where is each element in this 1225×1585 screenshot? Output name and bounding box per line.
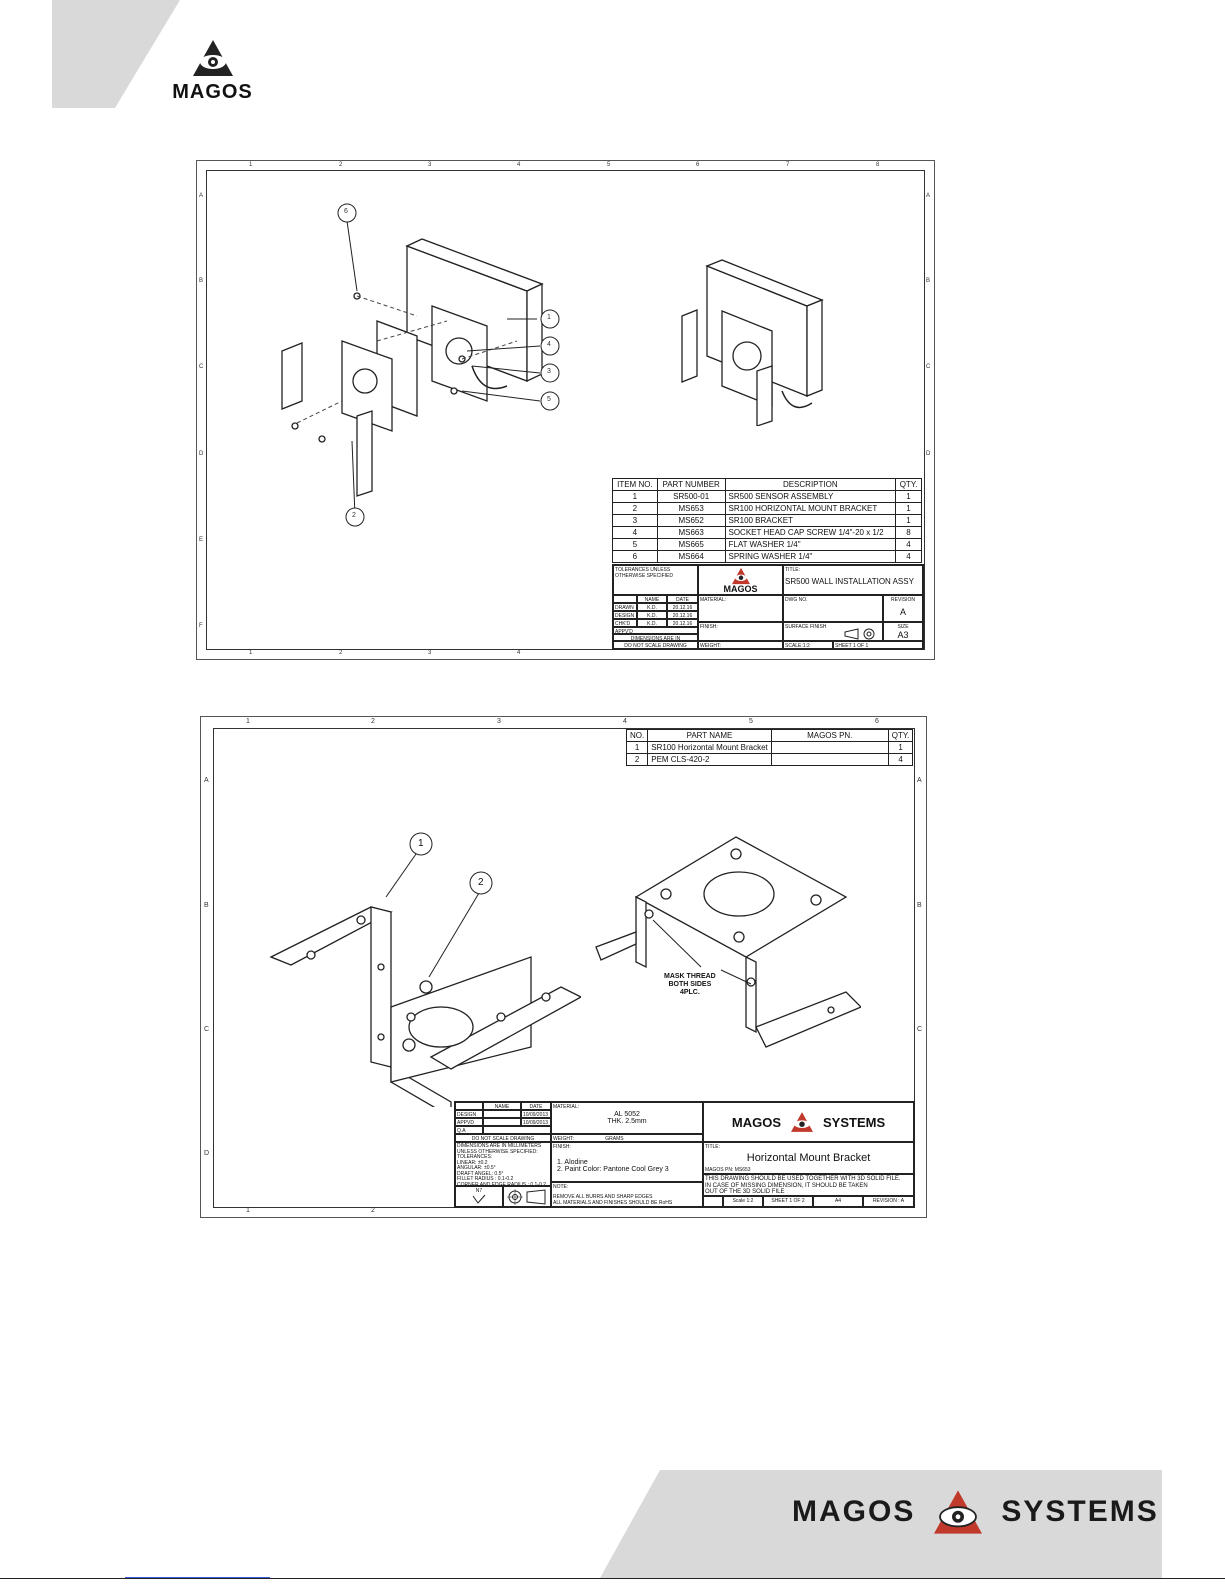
tb-drawn-date: 20.12.16	[667, 603, 698, 611]
tb-instructions-cell	[703, 1174, 914, 1196]
zone-label: F	[199, 623, 203, 629]
tb-weight: WEIGHT:	[698, 641, 783, 649]
tb-design-label: DESIGN	[455, 1110, 483, 1118]
table-row	[613, 539, 922, 551]
bom-item-no: 6	[613, 551, 658, 563]
tb-revision: REVISION : A	[863, 1196, 914, 1207]
tb-note-line: DIMENSIONS ARE IN MILLIMETERS	[457, 1143, 542, 1149]
zone-label: B	[204, 902, 209, 909]
tb-chkd-date: 20.12.16	[667, 619, 698, 627]
bom-qty: 4	[888, 754, 913, 766]
tb-material: AL 5052	[614, 1111, 640, 1118]
tb-design-by: K.D.	[637, 611, 667, 619]
bom-header: MAGOS PN.	[771, 730, 888, 742]
zone-label: E	[199, 537, 204, 543]
bom-header-row	[613, 479, 922, 491]
tb-revision: A	[899, 607, 906, 617]
bom-item-no: 5	[613, 539, 658, 551]
bom-qty: 1	[896, 491, 922, 503]
zone-label: 4	[623, 718, 627, 725]
tb-finish: FINISH:	[698, 622, 783, 641]
tb-appvd-date: 10/09/2013	[521, 1118, 551, 1126]
bom-description: SR100 BRACKET	[725, 515, 896, 527]
tb-no-scale: DO NOT SCALE DRAWING	[613, 641, 698, 649]
bom-qty: 1	[896, 515, 922, 527]
tb-dwg-no: DWG NO.	[783, 595, 883, 622]
bom-header: ITEM NO.	[613, 479, 658, 491]
tb-sheet: SHEET 1 OF 2	[763, 1196, 813, 1207]
tb-logo-cell	[698, 565, 783, 595]
tb-blank	[455, 1102, 483, 1110]
balloon-label: 2	[352, 512, 356, 519]
zone-label: 1	[249, 650, 253, 656]
tb-instruction-line: OUT OF THE 3D SOLID FILE	[705, 1189, 785, 1195]
zone-label: C	[199, 364, 204, 370]
tb-instruction-line: IN CASE OF MISSING DIMENSION, IT SHOULD BE TAKEN	[705, 1182, 868, 1189]
bom-qty: 4	[896, 539, 922, 551]
callout-line: BOTH SIDES	[668, 981, 712, 988]
tb-date-header: DATE	[667, 595, 698, 603]
tb-note-2: ALL MATERIALS AND FINISHES SHOULD BE RoHS	[553, 1200, 673, 1206]
bom-description: SR100 HORIZONTAL MOUNT BRACKET	[725, 503, 896, 515]
tb-appvd-label: APPVD	[455, 1118, 483, 1126]
tb-weight-cell	[551, 1134, 703, 1142]
tb-surface-cell	[783, 622, 883, 641]
tb-note-line: ANGULAR: ±0.5°	[457, 1165, 496, 1171]
tb-appvd-label: APPV'D	[613, 627, 698, 634]
footer-brand	[792, 1488, 1159, 1536]
zone-label: 1	[246, 718, 250, 725]
bom-part-number: MS663	[657, 527, 725, 539]
tb-size-cell	[883, 622, 923, 641]
zone-label: 6	[696, 162, 700, 168]
balloon-label: 1	[418, 838, 424, 849]
tb-note-1: REMOVE ALL BURRS AND SHARP EDGES	[553, 1194, 653, 1200]
zone-label: D	[199, 451, 204, 457]
callout-line: 4PLC.	[679, 989, 700, 996]
tb-thickness: THK. 2.5mm	[607, 1118, 647, 1125]
balloon-label: 6	[344, 208, 348, 215]
bom-header: NO.	[627, 730, 648, 742]
tb-scale: Scale 1:2	[723, 1196, 763, 1207]
zone-label: 8	[876, 162, 880, 168]
tb-material-cell	[551, 1102, 703, 1134]
bom-part-number: SR500-01	[657, 491, 725, 503]
tb-sheet: SHEET 1 OF 1	[833, 641, 923, 649]
zone-label: 2	[339, 650, 343, 656]
bom-item-no: 2	[613, 503, 658, 515]
table-row	[613, 515, 922, 527]
tb-weight: GRAMS	[605, 1136, 624, 1142]
bracket-iso-view	[591, 832, 861, 1062]
bom-header: PART NUMBER	[657, 479, 725, 491]
tolerances-cell: TOLERANCES UNLESS OTHERWISE SPECIFIED	[613, 565, 698, 595]
table-row	[613, 491, 922, 503]
magos-eye-logo-icon	[189, 38, 237, 78]
tb-brand-right: SYSTEMS	[823, 1114, 886, 1130]
bom-item-no: 2	[627, 754, 648, 766]
tb-revision-cell	[883, 595, 923, 622]
bracket-drawing-sheet	[200, 716, 927, 1218]
zone-label: 2	[339, 162, 343, 168]
tb-title-label: TITLE:	[705, 1144, 721, 1150]
footer-rule	[0, 1578, 1225, 1579]
tb-brand-left: MAGOS	[731, 1114, 781, 1130]
zone-label: C	[917, 1026, 923, 1033]
tb-projection-cell	[503, 1186, 551, 1207]
table-row	[613, 551, 922, 563]
bom-item-no: 3	[613, 515, 658, 527]
tb-chkd-label: CHK'D	[613, 619, 637, 627]
tb-title-cell	[703, 1142, 914, 1174]
tb-blank	[703, 1196, 723, 1207]
bom-part-number: MS665	[657, 539, 725, 551]
tb-instruction-line: THIS DRAWING SHOULD BE USED TOGETHER WITH 3D SOLID FILE.	[705, 1176, 901, 1182]
tb-chkd-by: K.D.	[637, 619, 667, 627]
zone-label: 7	[786, 162, 790, 168]
tb-material: MATERIAL:	[698, 595, 783, 622]
tb-dims-note: DIMENSIONS ARE IN	[613, 634, 698, 641]
tb-size: A3	[897, 630, 909, 640]
bom-part-name: PEM CLS-420-2	[648, 754, 772, 766]
tb-note-line: FILLET RADIUS : 0.1-0.2	[457, 1176, 514, 1182]
drawing-title: Horizontal Mount Bracket	[746, 1152, 871, 1164]
bom-item-no: 4	[613, 527, 658, 539]
bom-part-number: MS653	[657, 503, 725, 515]
title-cell	[783, 565, 923, 595]
bom-qty: 1	[888, 742, 913, 754]
zone-label: 1	[246, 1207, 250, 1214]
tb-date-header: DATE	[521, 1102, 551, 1110]
drawing-title: SR500 WALL INSTALLATION ASSY	[785, 577, 914, 586]
assembly-drawing-sheet	[196, 160, 935, 660]
zone-label: B	[917, 902, 922, 909]
mask-thread-callout	[664, 973, 716, 997]
zone-label: D	[204, 1150, 210, 1157]
projection-symbol-icon	[505, 1189, 547, 1205]
zone-label: 5	[607, 162, 611, 168]
bom-header: PART NAME	[648, 730, 772, 742]
bom-item-no: 1	[627, 742, 648, 754]
title-block	[612, 564, 924, 650]
zone-label: C	[926, 364, 931, 370]
tb-blank	[613, 595, 637, 603]
zone-label: 4	[517, 650, 521, 656]
tb-material-label: MATERIAL:	[553, 1104, 580, 1110]
zone-label: D	[926, 451, 931, 457]
tb-note-line: TOLERANCES:	[457, 1154, 493, 1160]
tb-finish-1: 1. Alodine	[557, 1159, 588, 1166]
tb-note-label: NOTE:	[553, 1184, 569, 1190]
tb-qa-by	[483, 1126, 551, 1134]
table-row	[613, 527, 922, 539]
balloon-label: 3	[547, 368, 551, 375]
tb-note-line: CORNER AND EDGE RADIUS : 0.1-0.2	[457, 1181, 546, 1186]
magos-eye-logo-icon	[929, 1488, 987, 1536]
zone-label: A	[199, 193, 204, 199]
bom-header: QTY.	[888, 730, 913, 742]
tb-finish-label: FINISH:	[553, 1144, 571, 1150]
bom-description: SOCKET HEAD CAP SCREW 1/4"-20 x 1/2	[725, 527, 896, 539]
bom-part-number: MS652	[657, 515, 725, 527]
balloon-label: 4	[547, 341, 551, 348]
callout-line: MASK THREAD	[664, 973, 716, 980]
zone-label: 2	[371, 718, 375, 725]
assembled-view	[677, 256, 837, 426]
zone-label: 1	[249, 162, 253, 168]
footer-brand-left: MAGOS	[792, 1495, 916, 1528]
tb-logo-word: MAGOS	[723, 584, 758, 594]
tb-note-cell	[551, 1182, 703, 1207]
zone-label: 2	[371, 1207, 375, 1214]
tb-name-header: NAME	[483, 1102, 521, 1110]
bom-part-number: MS664	[657, 551, 725, 563]
projection-symbol-icon	[844, 628, 878, 640]
bom-description: FLAT WASHER 1/4"	[725, 539, 896, 551]
bom-table	[612, 478, 922, 563]
tb-design-label: DESIGN	[613, 611, 637, 619]
tb-scale: SCALE:1:2	[783, 641, 833, 649]
tb-revision-label: REVISION	[891, 597, 915, 603]
zone-label: B	[199, 278, 204, 284]
bom-description: SPRING WASHER 1/4"	[725, 551, 896, 563]
title-label: TITLE:	[785, 567, 801, 573]
logo-wordmark: MAGOS	[172, 81, 253, 103]
zone-label: 5	[749, 718, 753, 725]
header-logo	[165, 38, 260, 104]
balloon-label: 1	[547, 314, 551, 321]
zone-label: A	[917, 777, 922, 784]
zone-label: 4	[517, 162, 521, 168]
table-row	[613, 503, 922, 515]
zone-label: C	[204, 1026, 210, 1033]
zone-label: A	[204, 777, 209, 784]
tb-design-date: 10/09/2013	[521, 1110, 551, 1118]
zone-label: 3	[428, 650, 432, 656]
tb-name-header: NAME	[637, 595, 667, 603]
roughness-symbol-icon	[472, 1194, 486, 1204]
tb-note-line: UNLESS OTHERWISE SPECIFIED:	[457, 1148, 538, 1155]
tb-finish-cell	[551, 1142, 703, 1182]
bom-description: SR500 SENSOR ASSEMBLY	[725, 491, 896, 503]
zone-label: 3	[497, 718, 501, 725]
tb-design-by	[483, 1110, 521, 1118]
bom-qty: 8	[896, 527, 922, 539]
footer-brand-right: SYSTEMS	[1001, 1495, 1159, 1528]
tb-note-line: DRAFT ANGEL: 0.5°	[457, 1170, 504, 1177]
zone-label: A	[926, 193, 931, 199]
tb-surface-finish: SURFACE FINISH	[785, 624, 827, 630]
bom-header: QTY.	[896, 479, 922, 491]
tb-appvd-by	[483, 1118, 521, 1126]
tb-notes-cell	[455, 1142, 551, 1186]
tb-drawn-label: DRAWN	[613, 603, 637, 611]
tb-design-date: 20.12.16	[667, 611, 698, 619]
balloon-label: 5	[547, 396, 551, 403]
tb-size: A4	[813, 1196, 863, 1207]
bom-header: DESCRIPTION	[725, 479, 896, 491]
bom-part-name: SR100 Horizontal Mount Bracket	[648, 742, 772, 754]
zone-label: 6	[875, 718, 879, 725]
tb-brand-cell	[703, 1102, 914, 1142]
bom-qty: 1	[896, 503, 922, 515]
tb-drawn-by: K.D.	[637, 603, 667, 611]
balloon-label: 2	[478, 877, 484, 888]
tb-weight-label: WEIGHT:	[553, 1136, 574, 1142]
bom-qty: 4	[896, 551, 922, 563]
tb-roughness-cell	[455, 1186, 503, 1207]
tb-no-scale: DO NOT SCALE DRAWING	[455, 1134, 551, 1142]
bom-item-no: 1	[613, 491, 658, 503]
tb-note-line: LINEAR: ±0.2	[457, 1159, 488, 1166]
footer-link-underline	[125, 1577, 270, 1578]
title-block	[454, 1101, 915, 1208]
magos-eye-logo-icon	[730, 567, 752, 585]
tb-qa-label: Q.A	[455, 1126, 483, 1134]
tb-size-label: SIZE	[897, 624, 909, 630]
tb-finish-2: 2. Paint Color: Pantone Cool Grey 3	[557, 1166, 669, 1173]
zone-label: B	[926, 278, 931, 284]
magos-eye-logo-icon	[787, 1111, 817, 1133]
zone-label: 3	[428, 162, 432, 168]
tb-part-number: MAGOS PN: MS653	[705, 1167, 751, 1173]
tb-roughness: N7	[475, 1188, 483, 1194]
